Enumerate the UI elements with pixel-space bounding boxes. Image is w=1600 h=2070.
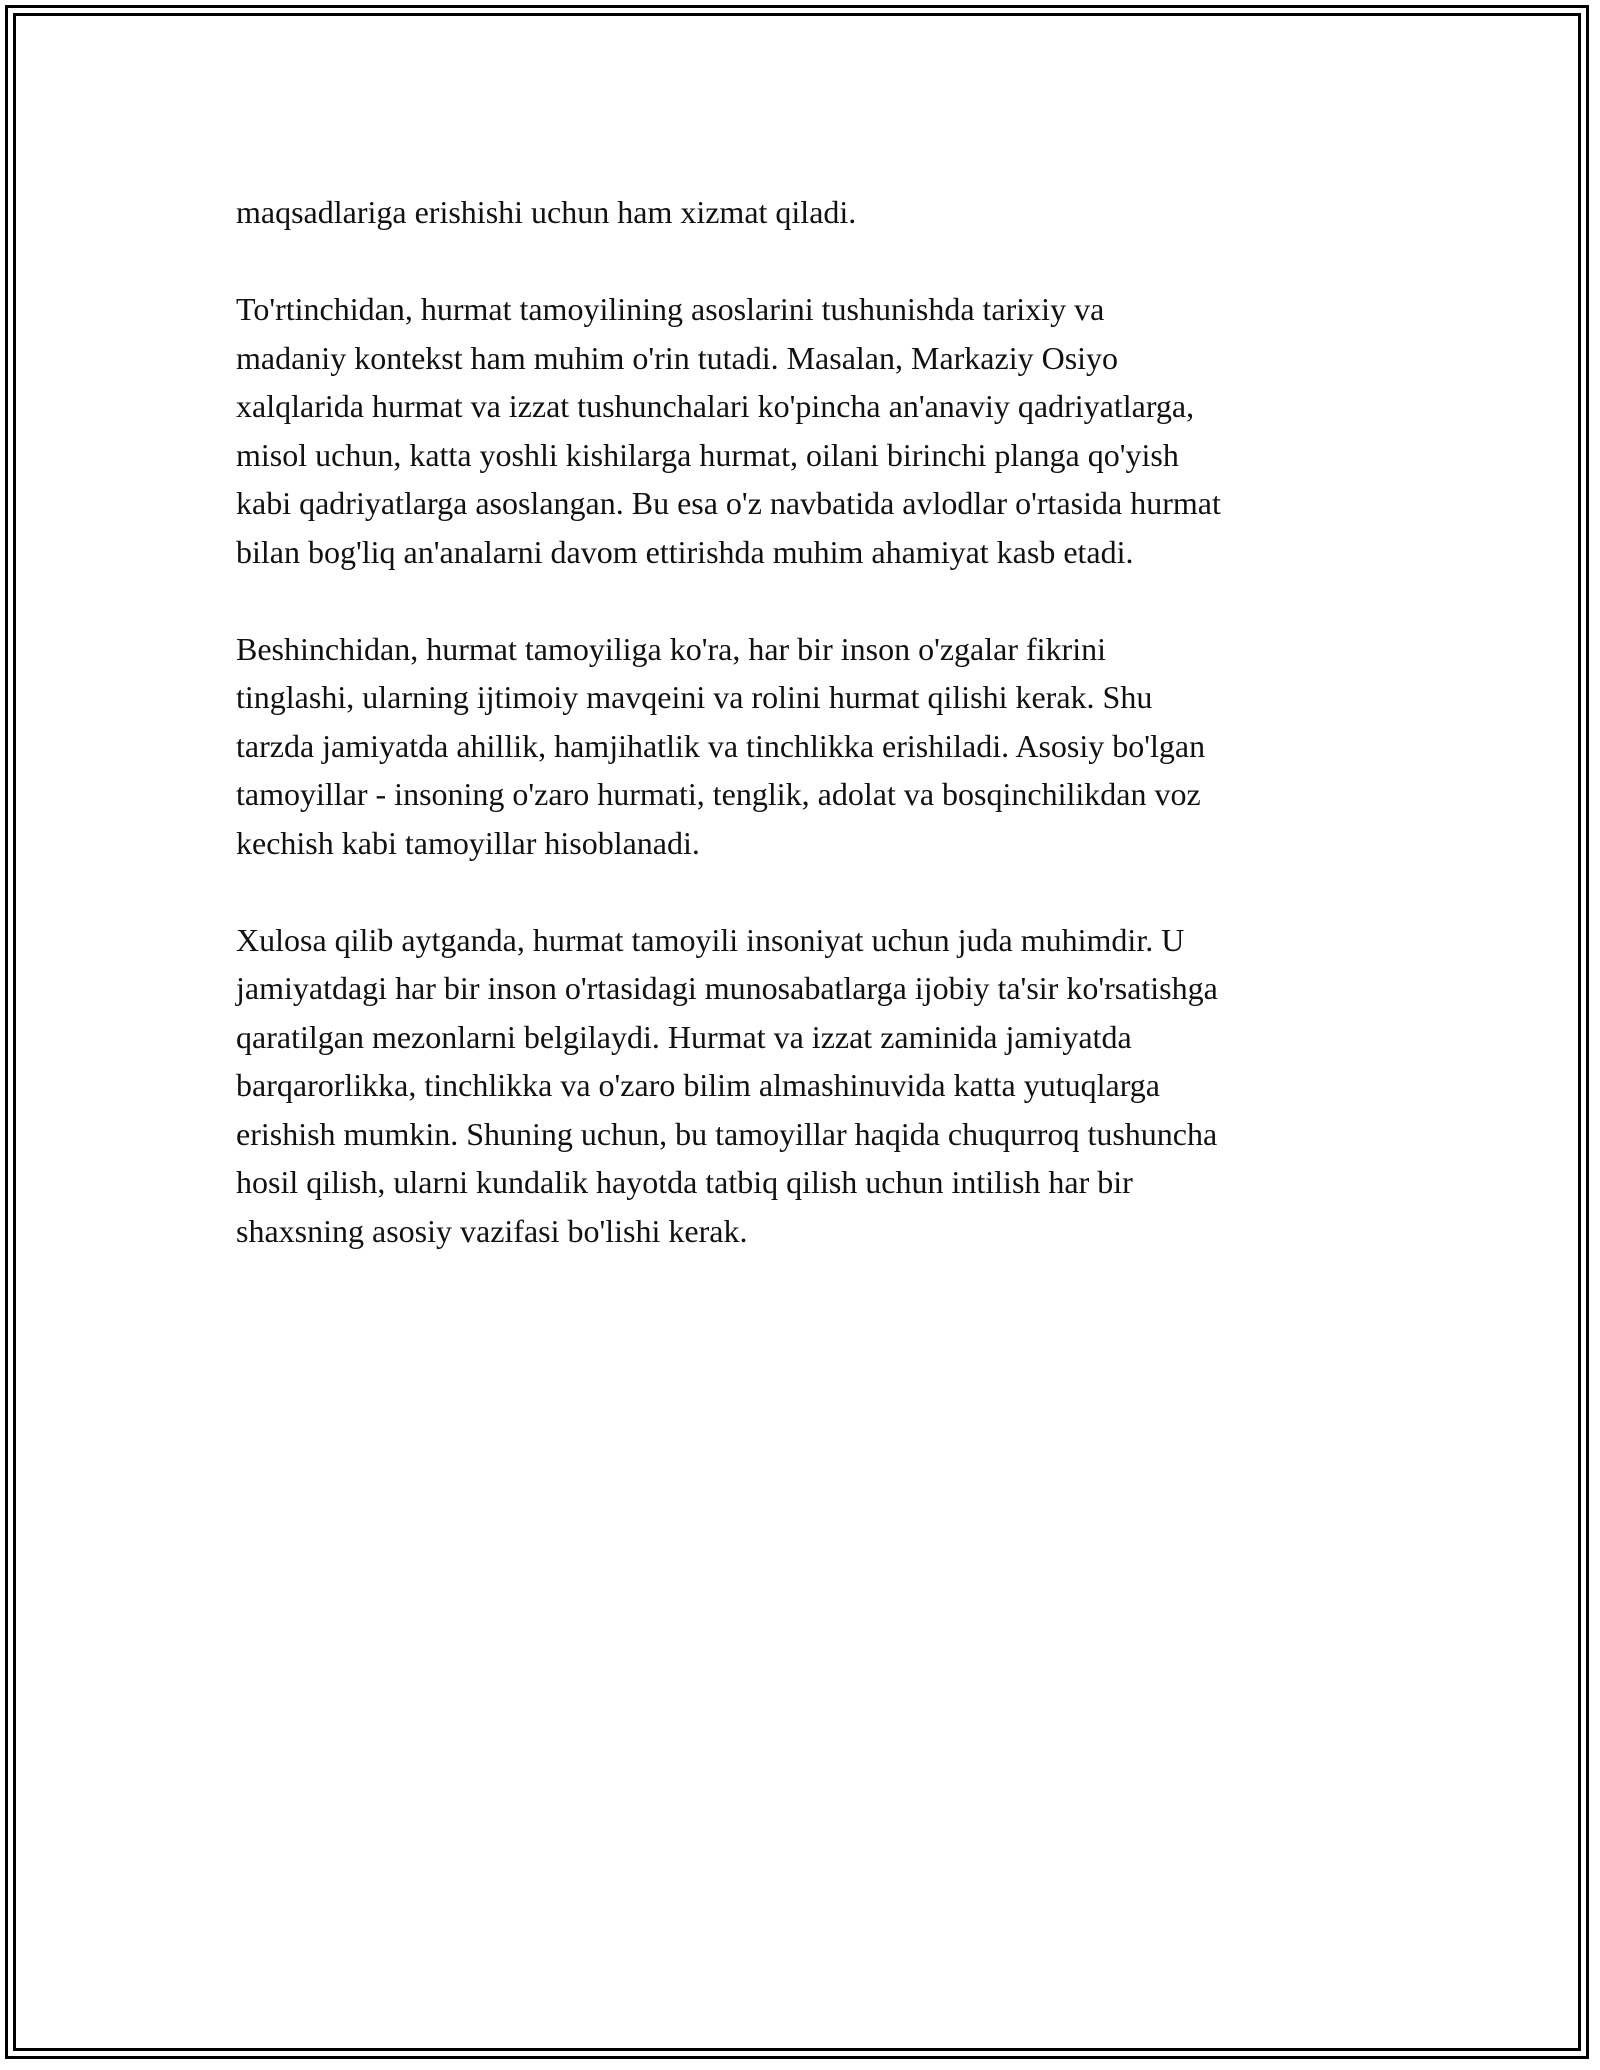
text-line: misol uchun, katta yoshli kishilarga hurmat, oilani birinchi planga qo'yish: [236, 436, 1179, 473]
text-line: To'rtinchidan, hurmat tamoyilining asoslarini tushunishda tarixiy va: [236, 291, 1105, 327]
paragraph-continuation: [236, 188, 1366, 237]
text-line: erishish mumkin. Shuning uchun, bu tamoyillar haqida chuqurroq tushuncha: [236, 1115, 1218, 1152]
document-body: [236, 188, 1366, 1255]
text-line: bilan bog'liq an'analarni davom ettirishda muhim ahamiyat kasb etadi.: [236, 533, 1134, 570]
text-line: kechish kabi tamoyillar hisoblanadi.: [236, 824, 700, 861]
text-line: madaniy kontekst ham muhim o'rin tutadi. Masalan, Markaziy Osiyo: [236, 339, 1119, 376]
paragraph-fourth-point: [236, 285, 1366, 576]
text-line: qaratilgan mezonlarni belgilaydi. Hurmat va izzat zaminida jamiyatda: [236, 1018, 1132, 1055]
text-line: xalqlarida hurmat va izzat tushunchalari ko'pincha an'anaviy qadriyatlarga,: [236, 388, 1195, 424]
text-line: barqarorlikka, tinchlikka va o'zaro bilim almashinuvida katta yutuqlarga: [236, 1067, 1160, 1103]
text-line: hosil qilish, ularni kundalik hayotda tatbiq qilish uchun intilish har bir: [236, 1164, 1133, 1200]
text-line: tarzda jamiyatda ahillik, hamjihatlik va tinchlikka erishiladi. Asosiy bo'lgan: [236, 727, 1206, 764]
text-line: Xulosa qilib aytganda, hurmat tamoyili insoniyat uchun juda muhimdir. U: [236, 921, 1185, 958]
text-line: jamiyatdagi har bir inson o'rtasidagi munosabatlarga ijobiy ta'sir ko'rsatishga: [236, 970, 1218, 1006]
text-line: kabi qadriyatlarga asoslangan. Bu esa o'z navbatida avlodlar o'rtasida hurmat: [236, 485, 1221, 521]
text-line: Beshinchidan, hurmat tamoyiliga ko'ra, har bir inson o'zgalar fikrini: [236, 630, 1106, 667]
paragraph-conclusion: [236, 916, 1366, 1256]
paragraph-fifth-point: [236, 625, 1366, 868]
text-line: tinglashi, ularning ijtimoiy mavqeini va rolini hurmat qilishi kerak. Shu: [236, 679, 1153, 715]
text-line: shaxsning asosiy vazifasi bo'lishi kerak.: [236, 1212, 748, 1249]
text-line: tamoyillar - insoning o'zaro hurmati, tenglik, adolat va bosqinchilikdan voz: [236, 776, 1201, 812]
text-line: maqsadlariga erishishi uchun ham xizmat qiladi.: [236, 194, 857, 230]
